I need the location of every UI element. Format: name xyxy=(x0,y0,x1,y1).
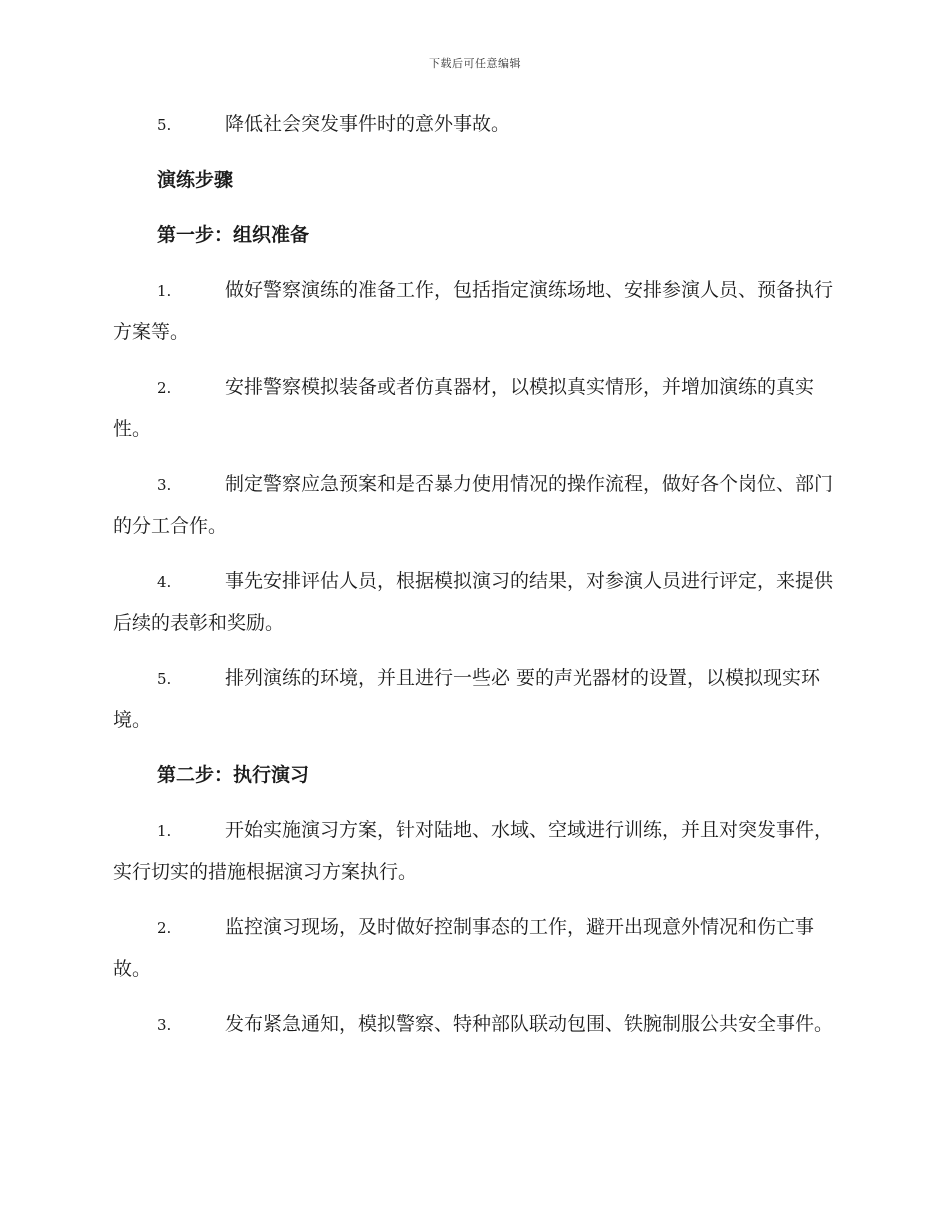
list-text: 发布紧急通知，模拟警察、特种部队联动包围、铁腕制服公共安全事件。 xyxy=(225,1013,834,1035)
header-note: 下载后可任意编辑 xyxy=(429,57,521,70)
step-heading: 第一步：组织准备 xyxy=(157,224,310,246)
list-text: 事先安排评估人员，根据模拟演习的结果，对参演人员进行评定，来提供后续的表彰和奖励。 xyxy=(113,570,834,634)
list-item xyxy=(113,810,840,893)
list-number: 2. xyxy=(157,379,172,397)
list-item xyxy=(113,907,840,990)
section-heading: 演练步骤 xyxy=(157,169,234,191)
step-heading: 第二步：执行演习 xyxy=(157,764,310,786)
list-number: 3. xyxy=(157,1016,172,1034)
list-item xyxy=(113,658,840,741)
list-item xyxy=(113,561,840,644)
list-number: 5. xyxy=(157,670,172,688)
list-number: 3. xyxy=(157,476,172,494)
list-item xyxy=(113,367,840,450)
list-number: 2. xyxy=(157,919,172,937)
list-text: 降低社会突发事件时的意外事故。 xyxy=(225,113,511,135)
document-body xyxy=(113,104,840,1060)
list-number: 5. xyxy=(157,116,172,134)
list-item xyxy=(113,1004,840,1046)
list-number: 1. xyxy=(157,282,172,300)
list-text: 安排警察模拟装备或者仿真器材，以模拟真实情形，并增加演练的真实性。 xyxy=(113,376,815,440)
list-number: 1. xyxy=(157,822,172,840)
list-text: 排列演练的环境，并且进行一些必 要的声光器材的设置，以模拟现实环境。 xyxy=(113,667,821,731)
list-item xyxy=(113,464,840,547)
list-number: 4. xyxy=(157,573,172,591)
list-text: 监控演习现场，及时做好控制事态的工作，避开出现意外情况和伤亡事故。 xyxy=(113,916,815,980)
list-item xyxy=(113,104,840,146)
list-item xyxy=(113,270,840,353)
list-text: 做好警察演练的准备工作，包括指定演练场地、安排参演人员、预备执行方案等。 xyxy=(113,279,834,343)
list-text: 制定警察应急预案和是否暴力使用情况的操作流程，做好各个岗位、部门的分工合作。 xyxy=(113,473,834,537)
list-text: 开始实施演习方案，针对陆地、水域、空域进行训练，并且对突发事件，实行切实的措施根据演习方案执行。 xyxy=(113,819,834,883)
